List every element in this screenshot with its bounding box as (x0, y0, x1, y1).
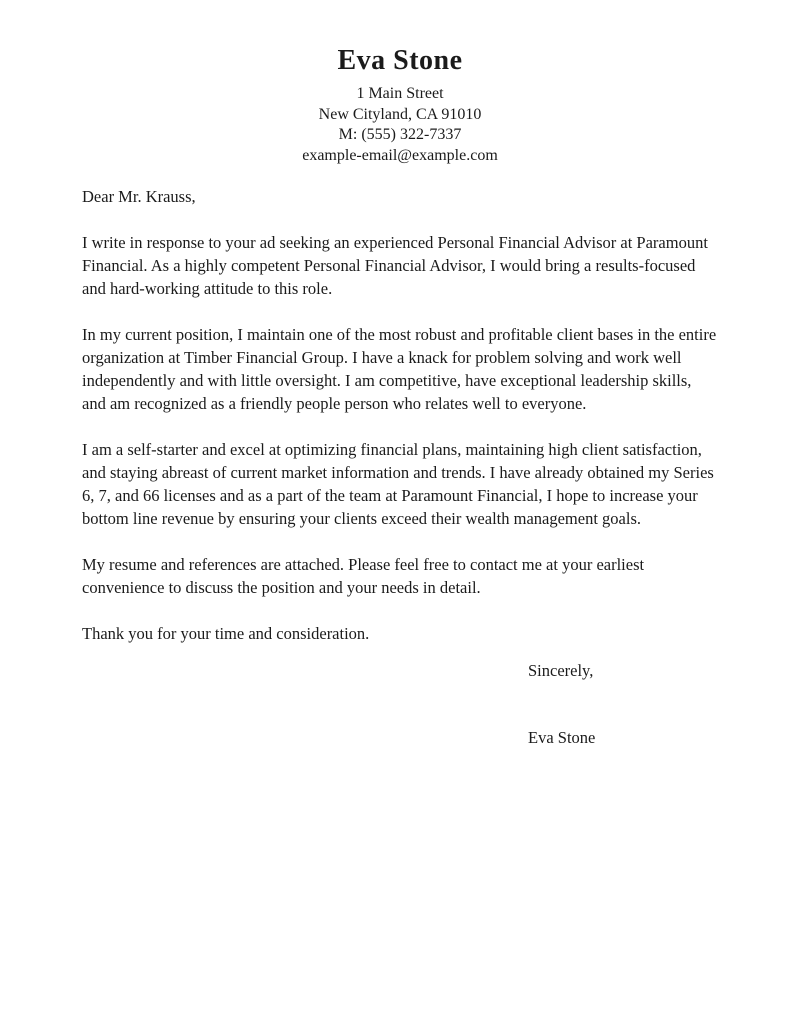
signature: Eva Stone (528, 728, 596, 747)
body-paragraph-2: In my current position, I maintain one of the most robust and profitable client bases in the entire organization at Timber Financial Group. I have a knack for problem solving and work well independently and with little oversight. I am competitive, have exceptional leadership skills, and am recognized as a friendly people person who relates well to everyone. (82, 325, 717, 413)
letter-body (82, 185, 718, 749)
closing: Sincerely, (528, 661, 594, 680)
thanks-paragraph: Thank you for your time and consideration. (82, 624, 370, 643)
address-line-email: example-email@example.com (302, 146, 498, 164)
sender-name: Eva Stone (337, 45, 463, 76)
address-line-phone: M: (555) 322-7337 (338, 126, 462, 143)
address-line-street: 1 Main Street (356, 85, 444, 102)
body-paragraph-4: My resume and references are attached. Please feel free to contact me at your earliest convenience to discuss the position and your needs in detail. (82, 555, 645, 597)
address-line-city: New Cityland, CA 91010 (318, 105, 482, 123)
body-paragraph-1: I write in response to your ad seeking an experienced Personal Financial Advisor at Paramount Financial. As a highly competent Personal Financial Advisor, I would bring a results-focused and hard-working attitude to this role. (82, 233, 708, 298)
salutation: Dear Mr. Krauss, (82, 187, 196, 206)
letter-header (82, 44, 718, 166)
body-paragraph-3: I am a self-starter and excel at optimizing financial plans, maintaining high client satisfaction, and staying abreast of current market information and trends. I have already obtained my Series 6, 7, and 66 licenses and as a part of the team at Paramount Financial, I hope to increase your bottom line revenue by ensuring your clients exceed their wealth management goals. (82, 440, 714, 528)
closing-block (528, 659, 718, 749)
